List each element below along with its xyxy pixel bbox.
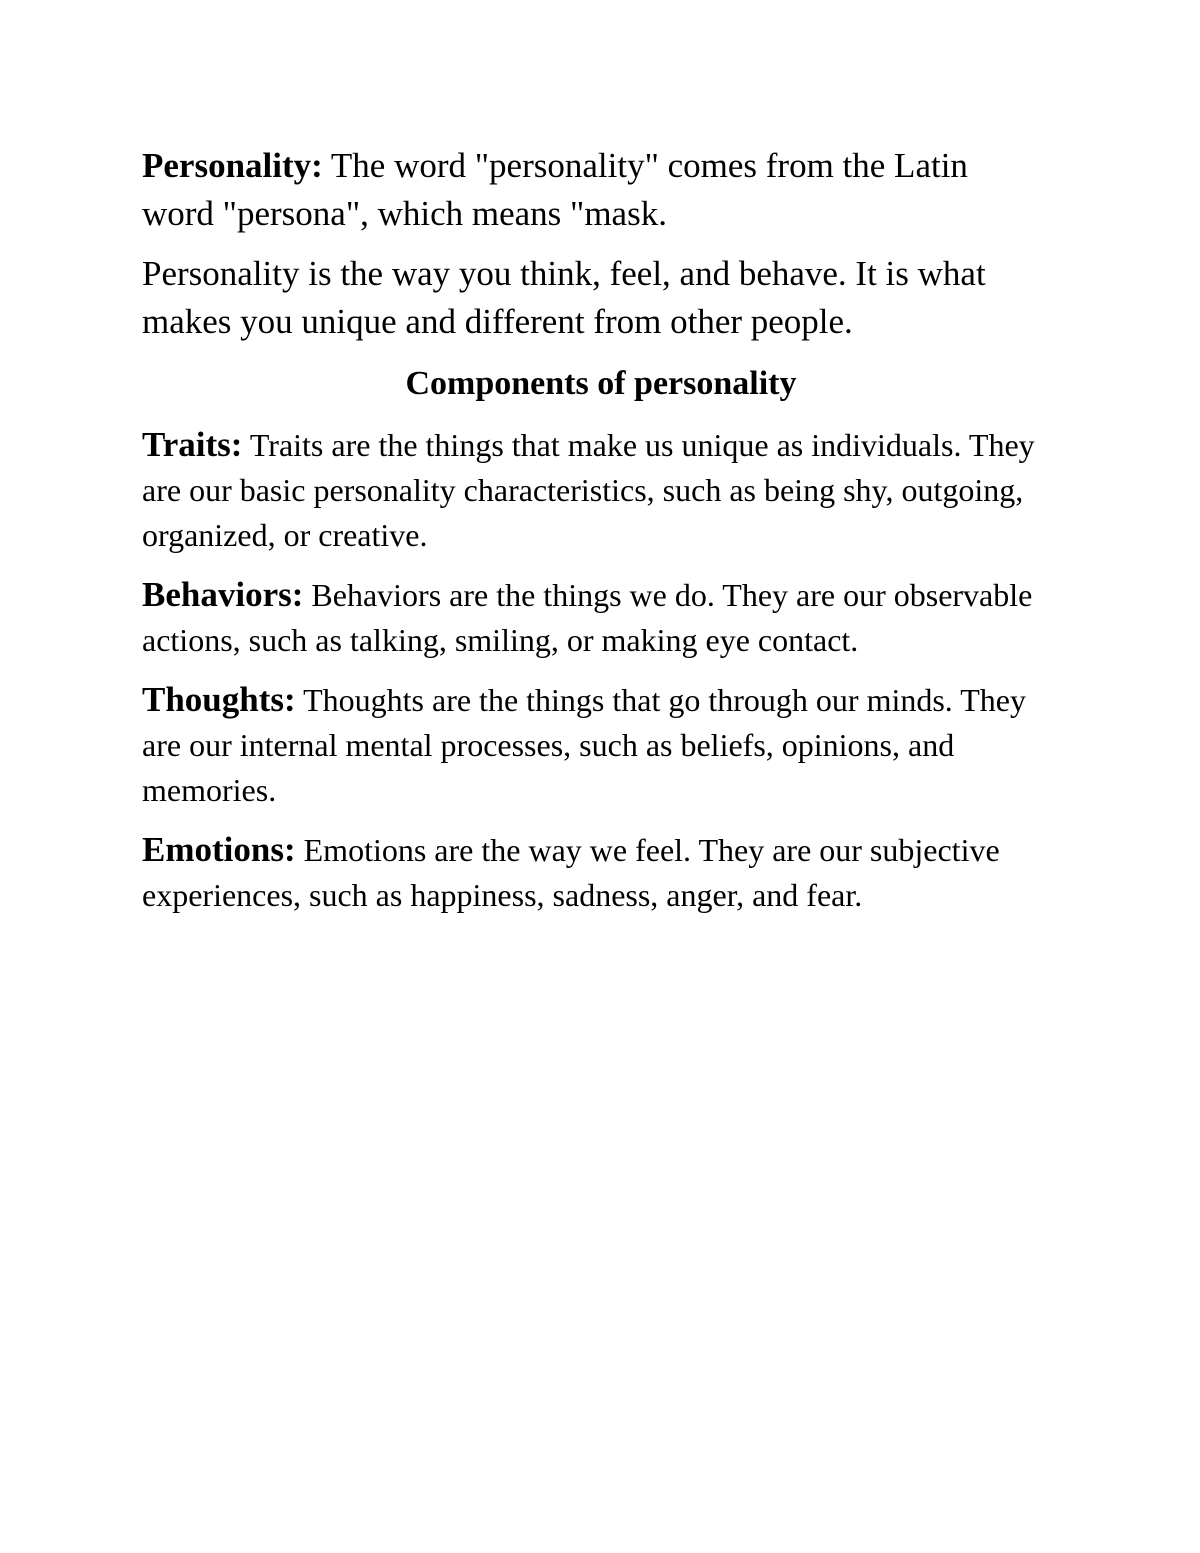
document-body [142,142,1072,932]
personality-description: Personality is the way you think, feel, and behave. It is what makes you unique and different from other people. [142,254,986,341]
emotions-term: Emotions: [142,830,296,869]
section-heading: Components of personality [405,365,797,402]
personality-definition-text: The word "personality" comes from the Latin word "persona", which means "mask. [142,146,968,233]
component-emotions [142,827,1072,918]
personality-definition [142,142,1042,238]
thoughts-term: Thoughts: [142,680,296,719]
behaviors-term: Behaviors: [142,575,304,614]
behaviors-text: Behaviors are the things we do. They are our observable actions, such as talking, smiling, or making eye contact. [142,577,1033,658]
component-behaviors [142,572,1072,663]
personality-term: Personality: [142,146,323,185]
traits-term: Traits: [142,425,243,464]
emotions-text: Emotions are the way we feel. They are our subjective experiences, such as happiness, sadness, anger, and fear. [142,832,1000,913]
thoughts-text: Thoughts are the things that go through our minds. They are our internal mental processes, such as beliefs, opinions, and memories. [142,682,1026,808]
component-thoughts [142,677,1072,813]
component-traits [142,422,1072,558]
traits-text: Traits are the things that make us unique as individuals. They are our basic personality characteristics, such as being shy, outgoing, organized, or creative. [142,427,1035,553]
